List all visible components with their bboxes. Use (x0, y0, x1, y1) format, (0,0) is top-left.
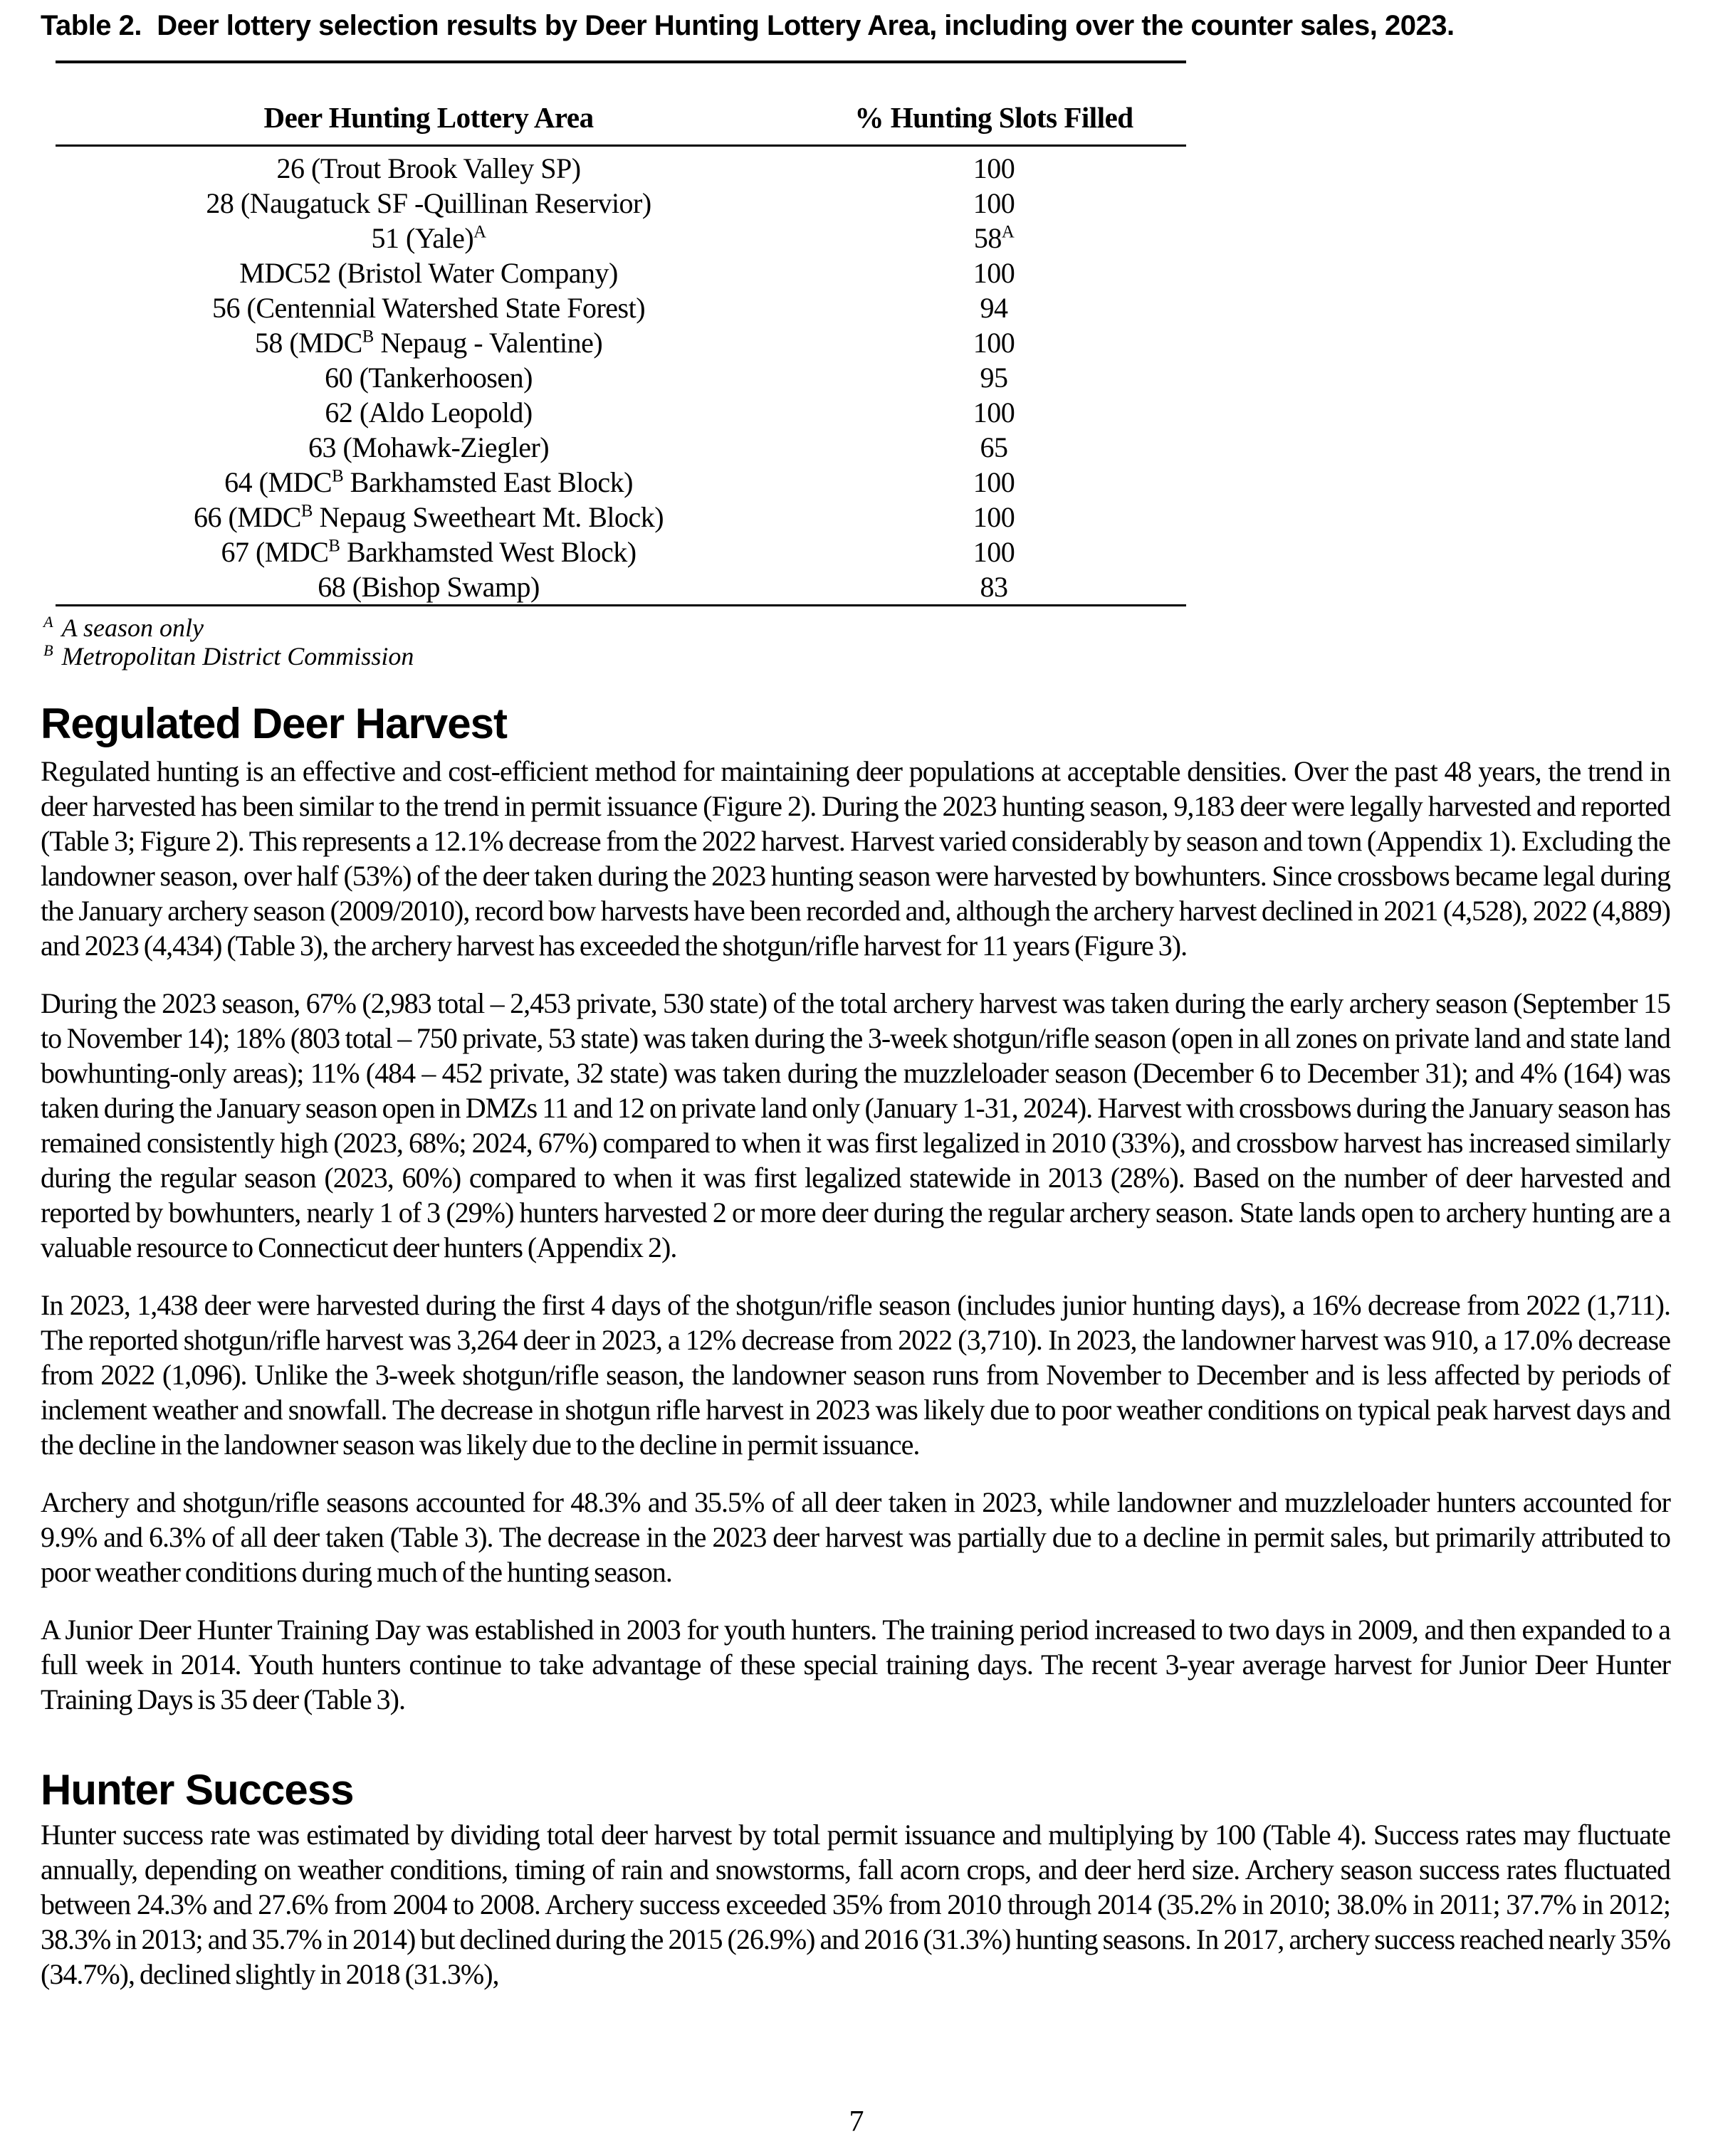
table-row (56, 290, 1186, 325)
value-cell: 100 (973, 466, 1015, 498)
table-row (56, 395, 1186, 430)
footnote-b-marker: B (43, 641, 53, 659)
area-cell: 60 (Tankerhoosen) (325, 362, 533, 394)
paragraph: Hunter success rate was estimated by dividing total deer harvest by total permit issuance and multiplying by 100 (Table 4). Success rates may fluctuate annually, depending on weather conditions, timing of rain and snowstorms, fall acorn crops, and deer herd size. Archery season success rates fluctuated between 24.3% and 27.6% from 2004 to 2008. Archery success exceeded 35% from 2010 through 2014 (35.2% in 2010; 38.0% in 2011; 37.7% in 2012; 38.3% in 2013; and 35.7% in 2014) but declined during the 2015 (26.9%) and 2016 (31.3%) hunting seasons. In 2017, archery success reached nearly 35% (34.7%), declined slightly in 2018 (31.3%), (41, 1819, 1670, 1990)
table-row (56, 535, 1186, 569)
value-cell: 100 (973, 396, 1015, 428)
paragraph: Archery and shotgun/rifle seasons accounted for 48.3% and 35.5% of all deer taken in 2023, while landowner and muzzleloader hunters accounted for 9.9% and 6.3% of all deer taken (Table 3). The decrease in the 2023 deer harvest was partially due to a decline in permit sales, but primarily attributed to poor weather conditions during much of the hunting season. (41, 1486, 1670, 1588)
area-cell: 64 ($MDC^B$ Barkhamsted East Block) (224, 466, 633, 498)
area-cell: 66 ($MDC^B$ Nepaug Sweetheart Mt. Block) (193, 501, 664, 533)
table-caption: Table 2. Deer lottery selection results by Deer Hunting Lottery Area, including over the counter sales, 2023. (41, 10, 1455, 41)
value-cell: 100 (973, 257, 1015, 289)
document-body (41, 699, 1670, 1992)
value-cell: 83 (980, 571, 1008, 603)
table-row (56, 256, 1186, 290)
area-cell: 63 (Mohawk-Ziegler) (308, 431, 550, 463)
table-row (56, 146, 1186, 186)
area-cell: 58 ($MDC^B$ Nepaug - Valentine) (254, 327, 603, 359)
paragraph: During the 2023 season, 67% (2,983 total – 2,453 private, 530 state) of the total archery harvest was taken during the early archery season (September 15 to November 14); 18% (803 total – 750 private, 53 state) was taken during the 3-week shotgun/rifle season (open in all zones on private land and state land bowhunting-only areas); 11% (484 – 452 private, 32 state) was taken during the muzzleloader season (December 6 to December 31); and 4% (164) was taken during the January season open in DMZs 11 and 12 on private land only (January 1-31, 2024). Harvest with crossbows during the January season has remained consistently high (2023, 68%; 2024, 67%) compared to when it was first legalized in 2010 (33%), and crossbow harvest has increased similarly during the regular season (2023, 60%) compared to when it was first legalized statewide in 2013 (28%). Based on the number of deer harvested and reported by bowhunters, nearly 1 of 3 (29%) hunters harvested 2 or more deer during the regular archery season. State lands open to archery hunting are a valuable resource to Connecticut deer hunters (Appendix 2). (41, 987, 1670, 1263)
area-cell: 62 (Aldo Leopold) (325, 396, 533, 428)
footnote-b (43, 642, 1670, 671)
area-cell: 68 (Bishop Swamp) (318, 571, 540, 603)
table-footnotes (43, 614, 1670, 671)
paragraph: Regulated hunting is an effective and cost-efficient method for maintaining deer populations at acceptable densities. Over the past 48 years, the trend in deer harvested has been similar to the trend in permit issuance (Figure 2). During the 2023 hunting season, 9,183 deer were legally harvested and reported (Table 3; Figure 2). This represents a 12.1% decrease from the 2022 harvest. Harvest varied considerably by season and town (Appendix 1). Excluding the landowner season, over half (53%) of the deer taken during the 2023 hunting season were harvested by bowhunters. Since crossbows became legal during the January archery season (2009/2010), record bow harvests have been recorded and, although the archery harvest declined in 2021 (4,528), 2022 (4,889) and 2023 (4,434) (Table 3), the archery harvest has exceeded the shotgun/rifle harvest for 11 years (Figure 3). (41, 755, 1670, 962)
column-header-area: Deer Hunting Lottery Area (56, 62, 802, 146)
area-cell: MDC52 (Bristol Water Company) (239, 257, 618, 289)
table-row (56, 500, 1186, 535)
footnote-a-text: A season only (61, 614, 204, 642)
table-row (56, 186, 1186, 221)
footnote-a-marker: A (43, 613, 53, 631)
value-cell: 94 (980, 292, 1008, 324)
paragraph: In 2023, 1,438 deer were harvested during the first 4 days of the shotgun/rifle season (includes junior hunting days), a 16% decrease from 2022 (1,711). The reported shotgun/rifle harvest was 3,264 deer in 2023, a 12% decrease from 2022 (3,710). In 2023, the landowner harvest was 910, a 17.0% decrease from 2022 (1,096). Unlike the 3-week shotgun/rifle season, the landowner season runs from November to December and is less affected by periods of inclement weather and snowfall. The decrease in shotgun rifle harvest in 2023 was likely due to poor weather conditions on typical peak harvest days and the decline in the landowner season was likely due to the decline in permit issuance. (41, 1289, 1670, 1461)
area-cell: 28 (Naugatuck SF -Quillinan Reservior) (206, 187, 651, 219)
lottery-results-table (56, 61, 1186, 606)
table-row (56, 360, 1186, 395)
column-header-slots-filled: % Hunting Slots Filled (802, 62, 1186, 146)
value-cell: 65 (980, 431, 1008, 463)
footnote-a (43, 614, 1670, 642)
value-cell: 100 (973, 187, 1015, 219)
page-number: 7 (849, 2105, 864, 2138)
lottery-table-body (56, 146, 1186, 606)
table-row (56, 569, 1186, 606)
value-cell: 100 (973, 327, 1015, 359)
area-cell: 51 (Yale)$^A$ (371, 222, 486, 254)
table-header-row (56, 62, 1186, 146)
table-row (56, 430, 1186, 465)
footnote-b-text: Metropolitan District Commission (61, 642, 414, 671)
area-cell: 56 (Centennial Watershed State Forest) (212, 292, 646, 324)
table-row (56, 465, 1186, 500)
table-row (56, 325, 1186, 360)
value-cell: $58^A$ (973, 222, 1015, 254)
value-cell: 100 (973, 501, 1015, 533)
table-row (56, 221, 1186, 256)
paragraph: A Junior Deer Hunter Training Day was established in 2003 for youth hunters. The training period increased to two days in 2009, and then expanded to a full week in 2014. Youth hunters continue to take advantage of these special training days. The recent 3-year average harvest for Junior Deer Hunter Training Days is 35 deer (Table 3). (41, 1614, 1670, 1715)
area-cell: 26 (Trout Brook Valley SP) (276, 152, 581, 184)
value-cell: 100 (973, 152, 1015, 184)
value-cell: 100 (973, 536, 1015, 568)
area-cell: 67 ($MDC^B$ Barkhamsted West Block) (221, 536, 637, 568)
section-heading-hunter-success: Hunter Success (41, 1766, 354, 1814)
section-heading-regulated-deer-harvest: Regulated Deer Harvest (41, 700, 507, 747)
value-cell: 95 (980, 362, 1008, 394)
